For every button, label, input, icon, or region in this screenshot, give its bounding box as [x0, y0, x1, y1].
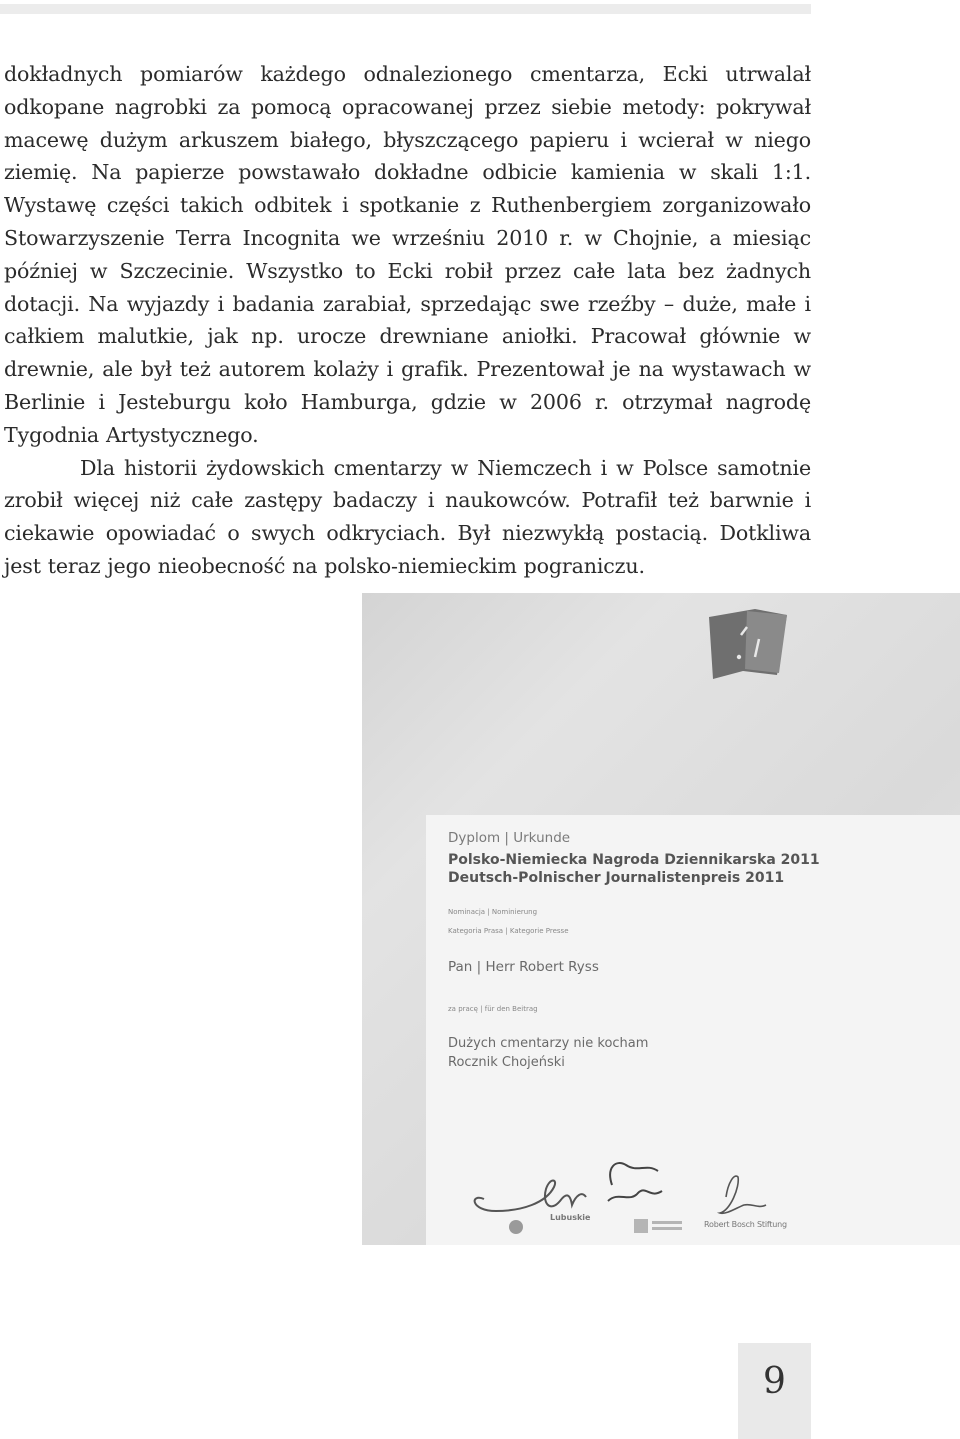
sponsor-bosch: Robert Bosch Stiftung — [704, 1220, 787, 1229]
award-name-pl: Polsko-Niemiecka Nagroda Dziennikarska 2011 — [448, 852, 820, 868]
signature-1 — [475, 1181, 586, 1212]
paragraph-2: Dla historii żydowskich cmentarzy w Niemczech i w Polsce samotnie zrobił więcej niż całe zastępy badaczy i naukowców. Potrafił też barwnie i ciekawie opowiadać o swych odkryciach. Był niezwykłą postacią. Dotkliwa jest teraz jego nieobecność na polsko-niemieckim pograniczu. — [4, 455, 811, 578]
award-name-de: Deutsch-Polnischer Journalistenpreis 2011 — [448, 870, 785, 886]
category-label: Kategoria Prasa | Kategorie Presse — [448, 927, 569, 935]
page-number-box — [738, 1343, 811, 1439]
diploma-header: Dyplom | Urkunde — [448, 830, 571, 846]
award-logo-icon — [703, 605, 793, 685]
for-label: za pracę | für den Beitrag — [448, 1005, 538, 1013]
sponsor-lubuskie: Lubuskie — [550, 1213, 591, 1222]
signatures — [426, 1115, 960, 1245]
signature-2 — [608, 1163, 662, 1201]
work-subtitle: Rocznik Chojeński — [448, 1055, 565, 1070]
recipient-name: Pan | Herr Robert Ryss — [448, 959, 599, 975]
top-bar — [0, 4, 811, 14]
signature-3 — [720, 1176, 766, 1213]
diploma-photo — [362, 593, 960, 1245]
page-number: 9 — [763, 1361, 786, 1402]
nomination-label: Nominacja | Nominierung — [448, 908, 538, 916]
paragraph-1: dokładnych pomiarów każdego odnalezionego cmentarza, Ecki utrwalał odkopane nagrobki za pomocą opracowanej przez siebie metody: pokrywał macewę dużym arkuszem białego, błyszczącego papieru i wcierał w niego ziemię. Na papierze powstawało dokładne odbicie kamienia w skali 1:1. Wystawę części takich odbitek i spotkanie z Ruthenbergiem zorganizowało Stowarzyszenie Terra Incognita we wrześniu 2010 r. w Chojnie, a miesiąc później w Szczecinie. Wszystko to Ecki robił przez całe lata bez żadnych dotacji. Na wyjazdy i badania zarabiał, sprzedając swe rzeźby – duże, małe i całkiem malutkie, jak np. urocze drewniane aniołki. Pracował głównie w drewnie, ale był też autorem kolaży i grafik. Prezentował je na wystawach w Berlinie i Jesteburgu koło Hamburga, gdzie w 2006 r. otrzymał nagrodę Tygodnia Artystycznego. — [4, 62, 811, 447]
work-title: Dużych cmentarzy nie kocham — [448, 1036, 649, 1051]
article-text — [4, 58, 811, 583]
diploma-sheet — [426, 815, 960, 1245]
